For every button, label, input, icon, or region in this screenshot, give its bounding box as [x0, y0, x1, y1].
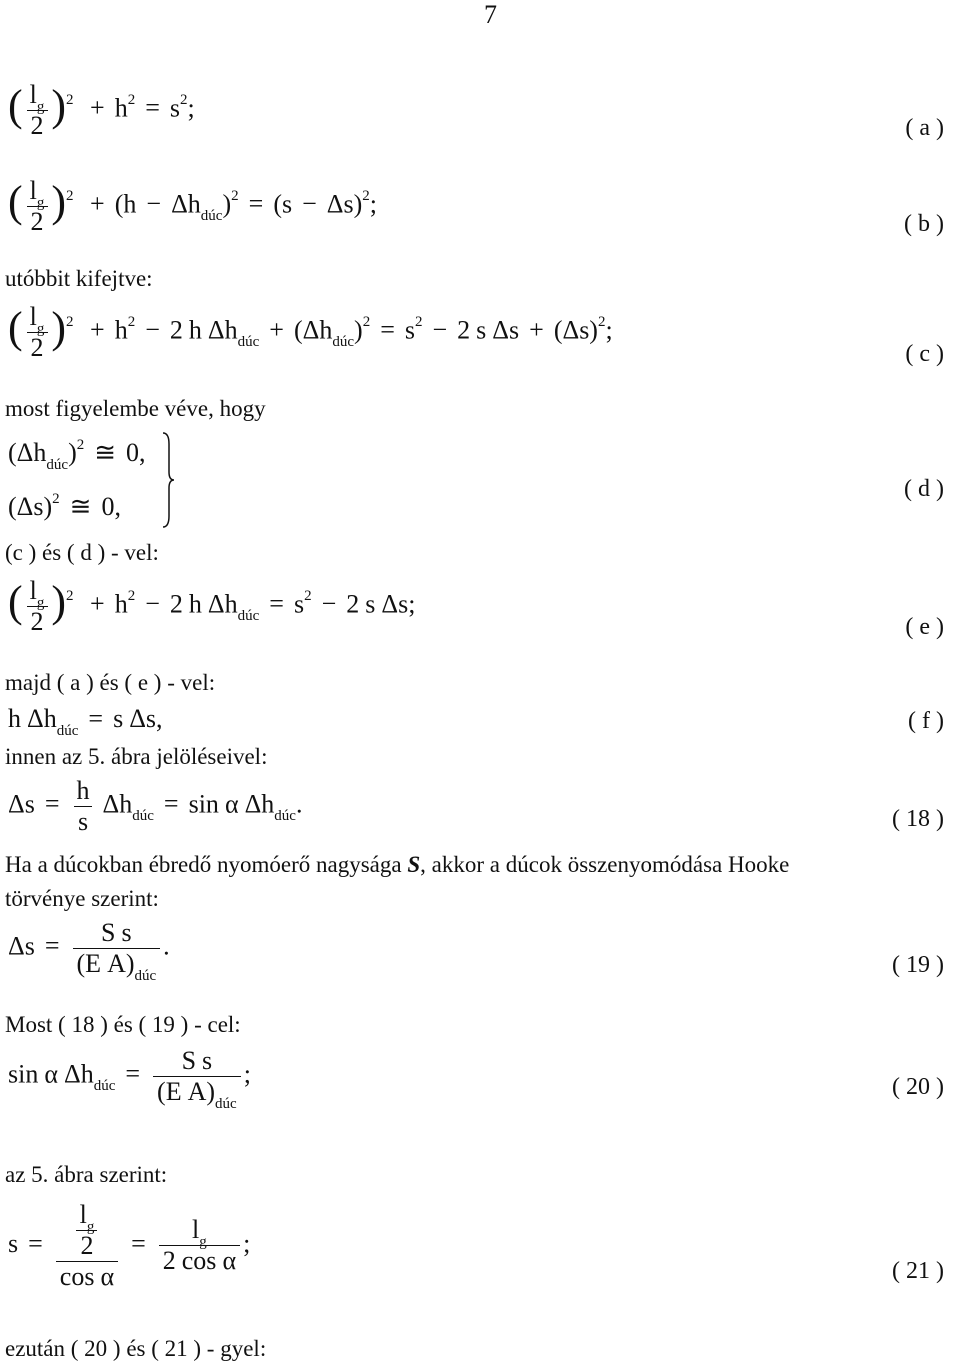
equation-b: ( $\frac{l_g}{2}$ )$^2 + (h - \Delta h_{dúc})^2 = (s - \Delta s)^2$; [8, 176, 377, 236]
text-force-s-a: Ha a dúcokban ébredő nyomóerő nagysága [5, 852, 408, 877]
text-expanding: utóbbit kifejtve: [5, 266, 153, 291]
text-figure-according: az 5. ábra szerint: [5, 1162, 168, 1187]
text-with-c-d: (c ) és ( d ) - vel: [5, 540, 159, 565]
equation-tag-b: ( b ) [904, 211, 944, 237]
text-with-18-19: Most ( 18 ) és ( 19 ) - cel: [5, 1012, 241, 1037]
text-with-a-e: majd ( a ) és ( e ) - vel: [5, 670, 216, 695]
equation-tag-f: ( f ) [908, 708, 944, 734]
equation-18: Δs = $\frac{h}{s}$ $\Delta h_{dúc} = \sin \alpha$ $\Delta h_{dúc}$. [8, 776, 303, 836]
equation-19: Δs = $\frac{\text{S s}}{(E A)_{dúc}}$ . [8, 918, 170, 984]
text-hooke-law: törvénye szerint: [5, 886, 159, 911]
equation-tag-d: ( d ) [904, 476, 944, 502]
page-number: 7 [484, 0, 497, 29]
text-with-20-21: ezután ( 20 ) és ( 21 ) - gyel: [5, 1336, 267, 1361]
equation-a: ( $\frac{l_g}{2}$ )$^2 + h^2 = s^2$; [8, 80, 195, 140]
text-force-s-symbol: S [407, 852, 421, 877]
equation-c: ( $\frac{l_g}{2}$ )$^2 + h^2 - 2$ h $\Delta h_{dúc} + (\Delta h_{dúc})^2 = s^2 - 2$ s $\Delta s + (\Delta s)^2$; [8, 302, 613, 362]
equation-21: s = $\frac{\frac{l_g}{2}}{\text{cos α}}$ = $\frac{l_g}{\text{2 cos α}}$ ; [8, 1200, 251, 1291]
equation-tag-20: ( 20 ) [892, 1074, 944, 1100]
equation-20: sin α $\Delta h_{dúc}$ = $\frac{\text{S s}}{(E A)_{dúc}}$ ; [8, 1046, 251, 1112]
equation-f: h $\Delta h_{dúc} = s$ Δs, [8, 704, 163, 739]
text-considering: most figyelembe véve, hogy [5, 396, 266, 421]
equation-d-line2: $(\Delta s)^2$ ≅ 0, [8, 491, 121, 521]
equation-tag-a: ( a ) [905, 115, 944, 141]
text-force-s [5, 852, 789, 878]
equation-tag-18: ( 18 ) [892, 806, 944, 832]
equation-tag-21: ( 21 ) [892, 1258, 944, 1284]
equation-d-line1: $(\Delta h_{dúc})^2$ ≅ 0, [8, 437, 146, 473]
equation-tag-c: ( c ) [905, 341, 944, 367]
text-force-s-c: , akkor a dúcok összenyomódása Hooke [420, 852, 790, 877]
equation-e: ( $\frac{l_g}{2}$ )$^2 + h^2 - 2$ h $\Delta h_{dúc} = s^2 - 2$ s Δs; [8, 576, 416, 636]
brace-d [162, 432, 174, 528]
equation-tag-19: ( 19 ) [892, 952, 944, 978]
text-figure-notation: innen az 5. ábra jelöléseivel: [5, 744, 268, 769]
equation-tag-e: ( e ) [905, 614, 944, 640]
